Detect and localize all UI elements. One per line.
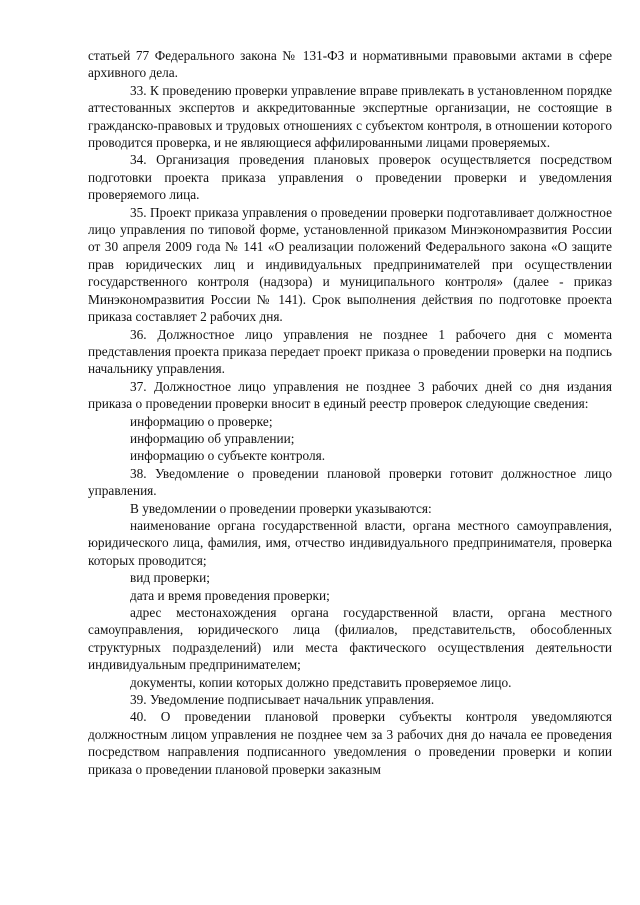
paragraph-38: 38. Уведомление о проведении плановой проверки готовит должностное лицо управления. (88, 465, 612, 499)
paragraph-39: 39. Уведомление подписывает начальник управления. (130, 692, 435, 708)
paragraph-35: 35. Проект приказа управления о проведении проверки подготавливает должностное лицо управления по типовой форме, установленной приказом Минэкономразвития России от 30 апреля 2009 года № 141 «О реализации положений Федерального закона «О защите прав юридических лиц и индивидуальных предпринимателей при осуществлении государственного контроля (надзора) и муниципального контроля» (далее - приказ Минэкономразвития России № 141). Срок выполнения действия по подготовке проекта приказа составляет 2 рабочих дня. (88, 204, 612, 325)
paragraph-archive-law: статьей 77 Федерального закона № 131-ФЗ и нормативными правовыми актами в сфере архивного дела. (88, 48, 612, 81)
paragraph-33: 33. К проведению проверки управление вправе привлекать в установленном порядке аттестованных экспертов и аккредитованные экспертные организации, не состоящие в гражданско-правовых и трудовых отношениях с субъектом контроля, в отношении которого проводится проверка, и не являющиеся аффилированными лицами проверяемых. (88, 82, 612, 151)
list-item-entity-name: наименование органа государственной власти, органа местного самоуправления, юридического лица, фамилия, имя, отчество индивидуального предпринимателя, проверка которых проводится; (88, 517, 612, 568)
paragraph-36: 36. Должностное лицо управления не позднее 1 рабочего дня с момента представления проекта приказа передает проект приказа о проведении проверки на подпись начальнику управления. (88, 326, 612, 377)
paragraph-40: 40. О проведении плановой проверки субъекты контроля уведомляются должностным лицом управления не позднее чем за 3 рабочих дня до начала ее проведения посредством направления подписанного уведомления о проведении проверки и копии приказа о проведении плановой проверки заказным (88, 709, 612, 777)
list-item-documents: документы, копии которых должно представить проверяемое лицо. (130, 674, 512, 690)
paragraph-34: 34. Организация проведения плановых проверок осуществляется посредством подготовки проекта приказа управления о проведении проверки и уведомления проверяемого лица. (88, 152, 612, 203)
list-item-date-time: дата и время проведения проверки; (130, 587, 330, 603)
list-item-inspection-info: информацию о проверке; (130, 413, 273, 429)
notice-contents-intro: В уведомлении о проведении проверки указываются: (130, 500, 432, 516)
paragraph-37: 37. Должностное лицо управления не позднее 3 рабочих дней со дня издания приказа о проведении проверки вносит в единый реестр проверок следующие сведения: (88, 378, 612, 412)
list-item-subject-info: информацию о субъекте контроля. (130, 448, 326, 464)
list-item-address: адрес местонахождения органа государственной власти, органа местного самоуправления, юридического лица (филиалов, представительств, обособленных структурных подразделений) или места фактического осуществления деятельности индивидуальным предпринимателем; (88, 605, 612, 673)
list-item-department-info: информацию об управлении; (130, 430, 295, 446)
list-item-inspection-type: вид проверки; (130, 570, 210, 586)
